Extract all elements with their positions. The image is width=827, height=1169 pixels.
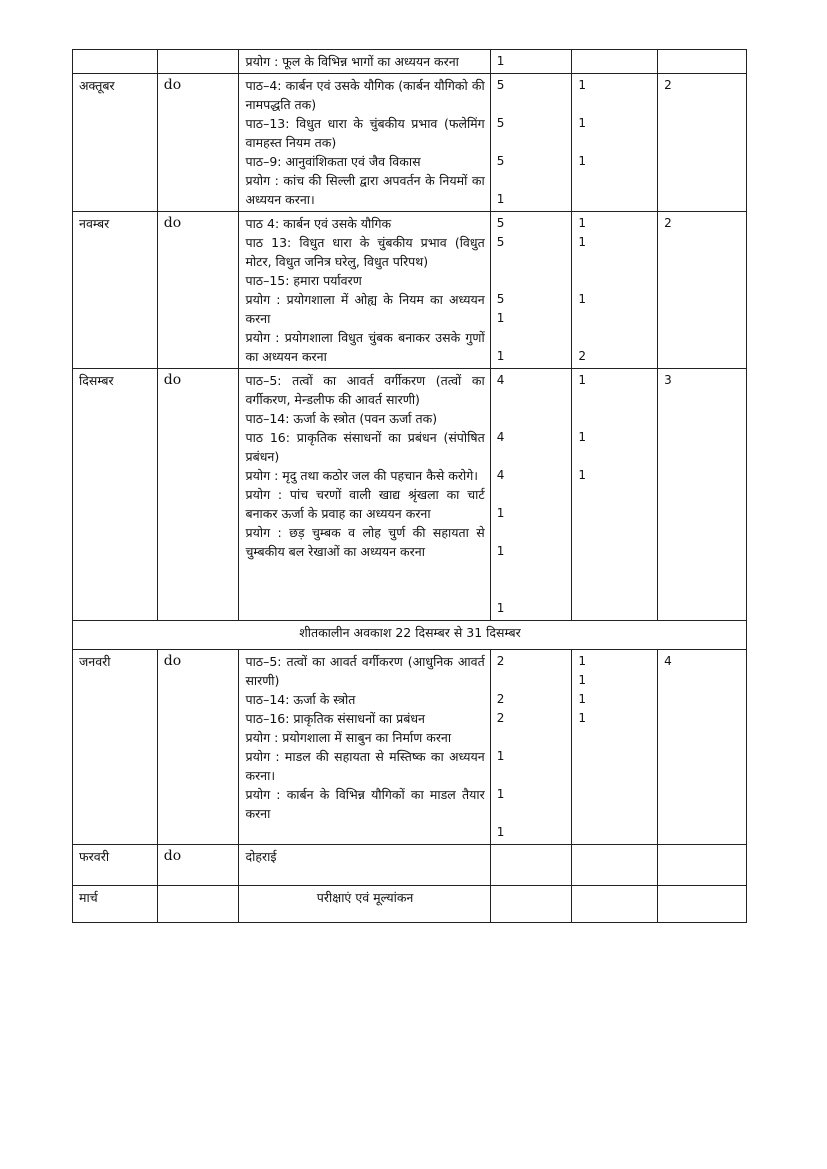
tests-value: 1	[578, 673, 587, 687]
tests-cell	[572, 369, 658, 621]
do-cell	[157, 50, 239, 74]
topics-cell	[239, 74, 490, 212]
month-cell: अक्तूबर	[73, 74, 158, 212]
tests-value: 1	[578, 235, 587, 249]
topic-item: दोहराई	[245, 849, 277, 864]
topics-cell	[239, 50, 490, 74]
tests-value: 1	[578, 78, 587, 92]
topics-cell	[239, 212, 490, 369]
periods-value: 4	[496, 430, 505, 444]
units-cell	[658, 845, 747, 886]
table-row	[73, 50, 747, 74]
table-row	[73, 212, 747, 369]
periods-value: 5	[496, 216, 505, 230]
periods-cell	[490, 74, 572, 212]
units-value: 3	[664, 373, 672, 387]
tests-value: 1	[578, 373, 587, 387]
tests-value: 2	[578, 349, 587, 363]
periods-value: 5	[496, 116, 505, 130]
topic-item: पाठ 4: कार्बन एवं उसके यौगिक	[245, 216, 392, 231]
topic-item: प्रयोग : कांच की सिल्ली द्वारा अपवर्तन के नियमों का अध्ययन करना।	[245, 173, 485, 207]
tests-cell	[572, 74, 658, 212]
table-row	[73, 369, 747, 621]
periods-value: 1	[496, 601, 505, 615]
topics-cell	[239, 369, 490, 621]
units-value: 2	[664, 216, 672, 230]
periods-value: 1	[496, 544, 505, 558]
units-value: 2	[664, 78, 672, 92]
topic-item: पाठ 13: विधुत धारा के चुंबकीय प्रभाव (विधुत मोटर, विधुत जनित्र घरेलु, विधुत परिपथ)	[245, 235, 485, 269]
periods-cell	[490, 845, 572, 886]
do-cell: do	[157, 212, 239, 369]
topic-item: प्रयोग : फूल के विभिन्न भागों का अध्ययन करना	[245, 54, 459, 69]
topic-item: प्रयोग : छड़ चुम्बक व लोह चुर्ण की सहायता से चुम्बकीय बल रेखाओं का अध्ययन करना	[245, 525, 485, 559]
periods-value: 5	[496, 154, 505, 168]
periods-value: 4	[496, 373, 505, 387]
do-cell: do	[157, 369, 239, 621]
topic-item: पाठ–4: कार्बन एवं उसके यौगिक (कार्बन यौगिको की नामपद्धति तक)	[245, 78, 485, 112]
tests-value: 1	[578, 430, 587, 444]
periods-value: 4	[496, 468, 505, 482]
periods-cell	[490, 50, 572, 74]
tests-value: 1	[578, 216, 587, 230]
do-cell	[157, 886, 239, 923]
do-cell: do	[157, 74, 239, 212]
topic-item: परीक्षाएं एवं मूल्यांकन	[316, 890, 414, 905]
topic-item: पाठ–16: प्राकृतिक संसाधनों का प्रबंधन	[245, 711, 425, 726]
periods-value: 5	[496, 235, 505, 249]
table-row	[73, 886, 747, 923]
topic-item: पाठ–14: ऊर्जा के स्त्रोत	[245, 692, 356, 707]
periods-value: 2	[496, 654, 505, 668]
units-cell	[658, 50, 747, 74]
topic-item: पाठ 16: प्राकृतिक संसाधनों का प्रबंधन (संपोषित प्रबंधन)	[245, 430, 485, 464]
topic-item: पाठ–5: तत्वों का आवर्त वर्गीकरण (आधुनिक आवर्त सारणी)	[245, 654, 485, 688]
tests-cell	[572, 650, 658, 845]
month-cell: जनवरी	[73, 650, 158, 845]
table-row	[73, 650, 747, 845]
topics-cell	[239, 845, 490, 886]
periods-value: 1	[496, 825, 505, 839]
periods-value: 5	[496, 78, 505, 92]
periods-cell	[490, 650, 572, 845]
topic-item: प्रयोग : कार्बन के विभिन्न यौगिकों का माडल तैयार करना	[245, 787, 485, 821]
periods-cell	[490, 886, 572, 923]
periods-value: 5	[496, 292, 505, 306]
periods-value: 1	[496, 192, 505, 206]
topic-item: पाठ–14: ऊर्जा के स्त्रोत (पवन ऊर्जा तक)	[245, 411, 438, 426]
tests-value: 1	[578, 292, 587, 306]
do-cell: do	[157, 845, 239, 886]
tests-cell	[572, 212, 658, 369]
tests-cell	[572, 845, 658, 886]
periods-value: 2	[496, 692, 505, 706]
periods-cell	[490, 212, 572, 369]
periods-value: 1	[496, 54, 505, 68]
periods-value: 2	[496, 711, 505, 725]
periods-value: 1	[496, 787, 505, 801]
tests-cell	[572, 50, 658, 74]
units-cell	[658, 650, 747, 845]
units-cell	[658, 212, 747, 369]
periods-value: 1	[496, 349, 505, 363]
syllabus-table	[72, 49, 747, 923]
do-cell: do	[157, 650, 239, 845]
month-cell: नवम्बर	[73, 212, 158, 369]
periods-cell	[490, 369, 572, 621]
tests-value: 1	[578, 711, 587, 725]
topic-item: पाठ–5: तत्वों का आवर्त वर्गीकरण (तत्वों का वर्गीकरण, मेन्डलीफ की आवर्त सारणी)	[245, 373, 485, 407]
topic-item: प्रयोग : प्रयोगशाला में साबुन का निर्माण करना	[245, 730, 452, 745]
month-cell: दिसम्बर	[73, 369, 158, 621]
winter-break-banner: शीतकालीन अवकाश 22 दिसम्बर से 31 दिसम्बर	[73, 621, 747, 650]
month-cell	[73, 50, 158, 74]
tests-value: 1	[578, 654, 587, 668]
month-cell: फरवरी	[73, 845, 158, 886]
month-cell: मार्च	[73, 886, 158, 923]
periods-value: 1	[496, 506, 505, 520]
winter-break-row	[73, 621, 747, 650]
topic-item: प्रयोग : प्रयोगशाला विधुत चुंबक बनाकर उसके गुणों का अध्ययन करना	[245, 330, 485, 364]
topic-item: प्रयोग : प्रयोगशाला में ओह्य के नियम का अध्ययन करना	[245, 292, 485, 326]
table-row	[73, 74, 747, 212]
tests-value: 1	[578, 468, 587, 482]
topic-item: पाठ–13: विधुत धारा के चुंबकीय प्रभाव (फलेमिंग वामहस्त नियम तक)	[245, 116, 485, 150]
tests-value: 1	[578, 116, 587, 130]
tests-cell	[572, 886, 658, 923]
topic-item: प्रयोग : माडल की सहायता से मस्तिष्क का अध्ययन करना।	[245, 749, 485, 783]
units-cell	[658, 74, 747, 212]
tests-value: 1	[578, 692, 587, 706]
topic-item: प्रयोग : पांच चरणों वाली खाद्य श्रृंखला का चार्ट बनाकर ऊर्जा के प्रवाह का अध्ययन करना	[245, 487, 485, 521]
periods-value: 1	[496, 749, 505, 763]
units-cell	[658, 369, 747, 621]
topic-item: प्रयोग : मृदु तथा कठोर जल की पहचान कैसे करोगे।	[245, 468, 478, 483]
units-value: 4	[664, 654, 672, 668]
topic-item: पाठ–9: आनुवांशिकता एवं जैव विकास	[245, 154, 421, 169]
periods-value: 1	[496, 311, 505, 325]
topic-item: पाठ–15: हमारा पर्यावरण	[245, 273, 362, 288]
table-row	[73, 845, 747, 886]
topics-cell	[239, 886, 490, 923]
tests-value: 1	[578, 154, 587, 168]
table-body	[73, 50, 747, 923]
units-cell	[658, 886, 747, 923]
topics-cell	[239, 650, 490, 845]
